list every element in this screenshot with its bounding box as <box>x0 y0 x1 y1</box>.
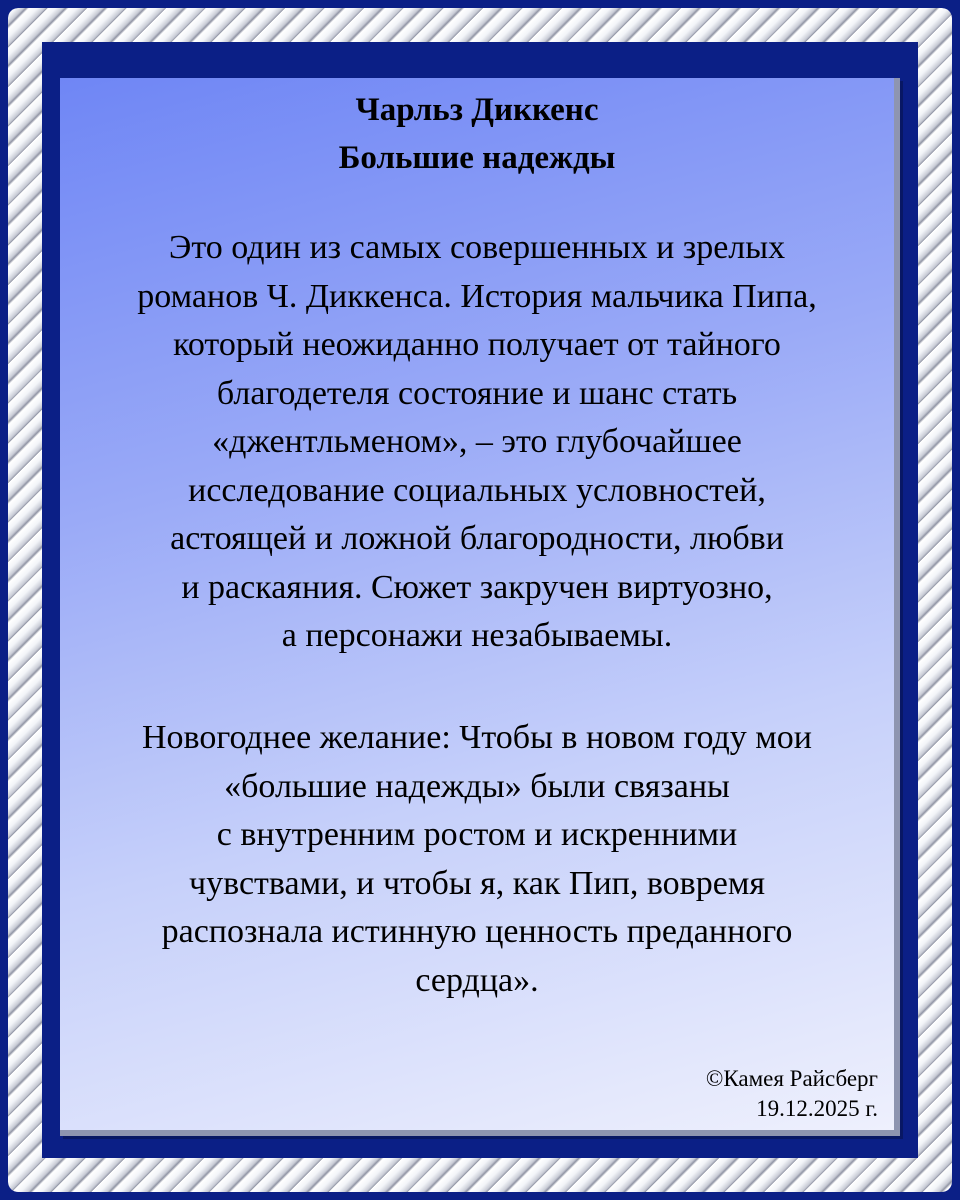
description-line: Это один из самых совершенных и зрелых <box>168 229 786 266</box>
description-line: и раскаяния. Сюжет закручен виртуозно, <box>181 568 773 606</box>
description-line: благодетеля состояние и шанс стать <box>216 374 738 412</box>
description-line: романов Ч. Диккенса. История мальчика Пипа, <box>137 277 817 315</box>
text-panel <box>60 78 900 1136</box>
signature-date: 19.12.2025 г. <box>756 1096 878 1121</box>
wish-line: распознала истинную ценность преданного <box>161 913 793 950</box>
description-paragraph <box>60 224 894 661</box>
description-line: исследование социальных условностей, <box>188 471 766 509</box>
description-line: «джентльменом», – это глубочайшее <box>212 423 742 460</box>
wish-line: с внутренним ростом и искренними <box>216 816 738 853</box>
wish-line: чувствами, и чтобы я, как Пип, вовремя <box>189 864 765 902</box>
description-line: а персонажи незабываемы. <box>281 617 673 654</box>
description-line: астоящей и ложной благородности, любви <box>170 520 784 557</box>
book-title-heading: Большие надежды <box>338 140 616 176</box>
wish-line: «большие надежды» были связаны <box>224 767 730 805</box>
signature-author: ©Камея Райсберг <box>705 1066 878 1091</box>
wish-line: сердца». <box>415 961 539 999</box>
author-heading: Чарльз Диккенс <box>355 92 599 128</box>
signature-block <box>706 1064 878 1124</box>
wish-line: Новогоднее желание: Чтобы в новом году мои <box>141 719 812 756</box>
description-line: который неожиданно получает от тайного <box>173 326 781 363</box>
wish-paragraph <box>60 714 894 1005</box>
